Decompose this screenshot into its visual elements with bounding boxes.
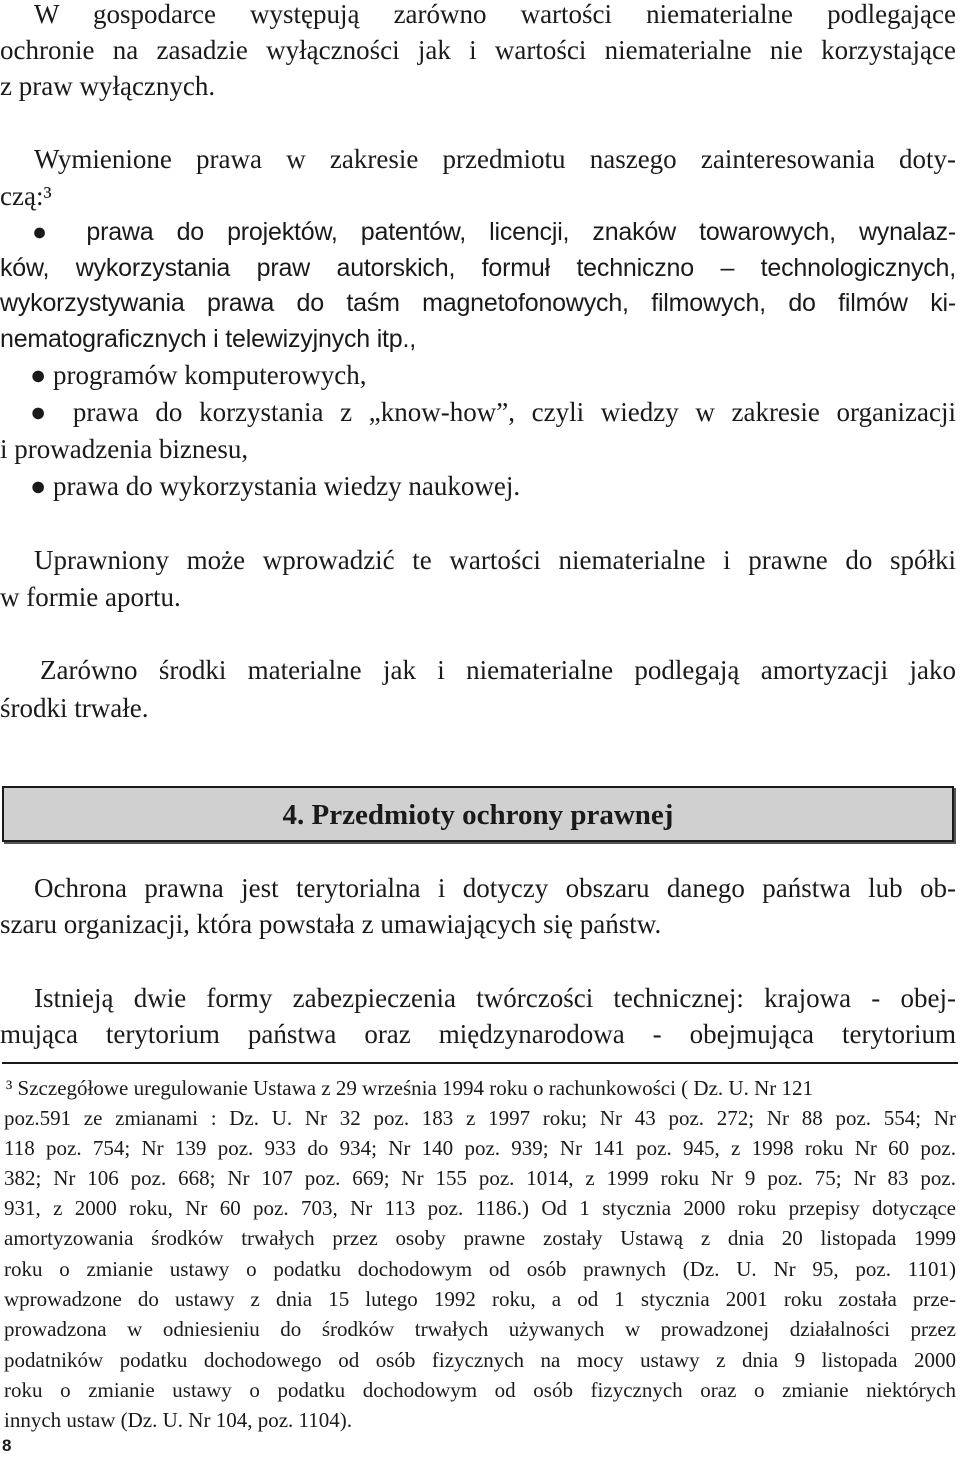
footnote-line: prowadzona w odniesieniu do środków trwałych używanych w prowadzonej działalności przez	[4, 1317, 956, 1341]
footnote-line: wprowadzone do ustawy z dnia 15 lutego 1992 roku, a od 1 stycznia 2001 roku została prze-	[4, 1287, 956, 1311]
footnote-line: innych ustaw (Dz. U. Nr 104, poz. 1104).	[4, 1408, 352, 1432]
text-line: Uprawniony może wprowadzić te wartości niematerialne i prawne do spółki	[34, 545, 956, 575]
footnote-line: 118 poz. 754; Nr 139 poz. 933 do 934; Nr 140 poz. 939; Nr 141 poz. 945, z 1998 roku Nr 60 poz.	[4, 1136, 956, 1160]
footnote-line: ³ Szczegółowe uregulowanie Ustawa z 29 września 1994 roku o rachunkowości ( Dz. U. Nr 121	[6, 1076, 813, 1100]
text-line: szaru organizacji, która powstała z umawiających się państw.	[0, 909, 662, 939]
section-heading-box	[2, 786, 954, 842]
footnote-line: poz.591 ze zmianami : Dz. U. Nr 32 poz. 183 z 1997 roku; Nr 43 poz. 272; Nr 88 poz. 554; Nr	[4, 1106, 956, 1130]
section-heading: 4. Przedmioty ochrony prawnej	[282, 799, 674, 831]
text-line: Istnieją dwie formy zabezpieczenia twórczości technicznej: krajowa - obej-	[34, 983, 956, 1013]
footnote-line: 931, z 2000 roku, Nr 60 poz. 703, Nr 113 poz. 1186.) Od 1 stycznia 2000 roku przepisy dotyczące	[4, 1196, 956, 1220]
footnote-line: amortyzowania środków trwałych przez osoby prawne zostały Ustawą z dnia 20 listopada 1999	[4, 1226, 956, 1250]
bullet-item-continuation: nematograficznych i telewizyjnych itp.,	[0, 325, 416, 353]
bullet-item-continuation: ków, wykorzystania praw autorskich, formuł techniczno – technologicznych,	[0, 254, 956, 282]
footnote-line: roku o zmianie ustawy o podatku dochodowym od osób fizycznych oraz o zmianie niektórych	[4, 1378, 956, 1402]
bullet-item: ● prawa do projektów, patentów, licencji, znaków towarowych, wynalaz-	[32, 218, 956, 246]
text-line: środki trwałe.	[0, 693, 149, 723]
bullet-item: ● programów komputerowych,	[30, 360, 367, 390]
footnote-line: roku o zmianie ustawy o podatku dochodowym od osób prawnych (Dz. U. Nr 95, poz. 1101)	[4, 1257, 956, 1281]
text-line: ochronie na zasadzie wyłączności jak i wartości niematerialne nie korzystające	[0, 35, 956, 65]
text-line: Zarówno środki materialne jak i niematerialne podlegają amortyzacji jako	[40, 655, 956, 685]
text-line-with-footnote-ref: czą:³	[0, 181, 52, 211]
footnote-line: 382; Nr 106 poz. 668; Nr 107 poz. 669; Nr 155 poz. 1014, z 1999 roku Nr 9 poz. 75; Nr 83 poz.	[4, 1166, 956, 1190]
bullet-item: ● prawa do korzystania z „know-how”, czyli wiedzy w zakresie organizacji	[30, 397, 956, 427]
text-line: w formie aportu.	[0, 582, 181, 612]
text-line: z praw wyłącznych.	[0, 71, 216, 101]
text-line: W gospodarce występują zarówno wartości niematerialne podlegające	[34, 0, 956, 29]
bullet-item: ● prawa do wykorzystania wiedzy naukowej.	[30, 471, 521, 501]
bullet-item-continuation: wykorzystywania prawa do taśm magnetofonowych, filmowych, do filmów ki-	[0, 289, 956, 317]
page-number: 8	[2, 1436, 12, 1455]
text-line: Ochrona prawna jest terytorialna i dotyczy obszaru danego państwa lub ob-	[34, 873, 956, 903]
text-line: mująca terytorium państwa oraz międzynarodowa - obejmująca terytorium	[0, 1019, 956, 1049]
footnote-line: podatników podatku dochodowego od osób fizycznych na mocy ustawy z dnia 9 listopada 2000	[4, 1348, 956, 1372]
bullet-item-continuation: i prowadzenia biznesu,	[0, 434, 249, 464]
text-line: Wymienione prawa w zakresie przedmiotu naszego zainteresowania doty-	[34, 144, 956, 174]
footnote-separator	[2, 1062, 958, 1064]
